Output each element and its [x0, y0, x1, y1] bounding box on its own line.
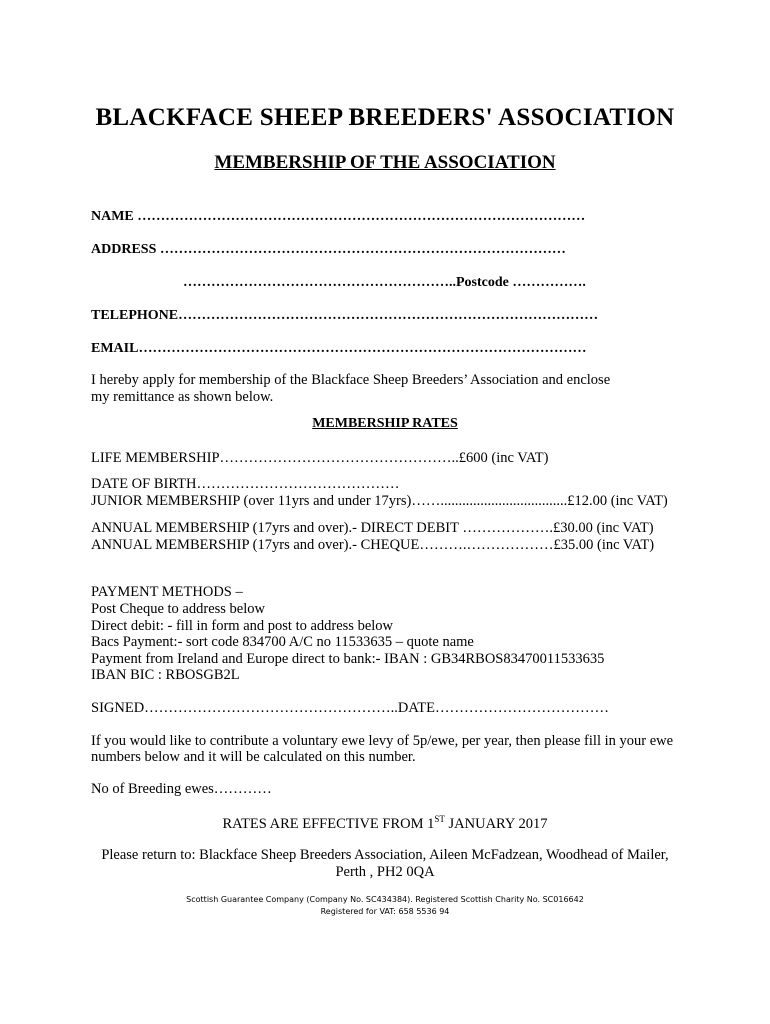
payment-iban-bic: IBAN BIC : RBOSGB2L	[91, 667, 240, 683]
payment-methods-heading: PAYMENT METHODS –	[91, 584, 243, 600]
telephone-field[interactable]: TELEPHONE………………………………………………………………………………	[91, 308, 599, 323]
return-address-cont: Perth , PH2 0QA	[335, 864, 435, 880]
payment-ireland-europe: Payment from Ireland and Europe direct to bank:- IBAN : GB34RBOS83470011533635	[91, 651, 605, 667]
membership-rates-heading: MEMBERSHIP RATES	[312, 416, 458, 431]
page-subtitle: MEMBERSHIP OF THE ASSOCIATION	[214, 152, 556, 173]
payment-bacs: Bacs Payment:- sort code 834700 A/C no 11533635 – quote name	[91, 634, 474, 650]
application-statement-cont: my remittance as shown below.	[91, 389, 274, 405]
vat-registration: Registered for VAT: 658 5536 94	[320, 907, 450, 916]
company-registration: Scottish Guarantee Company (Company No. SC434384). Registered Scottish Charity No. SC016642	[186, 895, 584, 904]
name-field[interactable]: NAME ……………………………………………………………………………………	[91, 209, 586, 224]
page-title: BLACKFACE SHEEP BREEDERS' ASSOCIATION	[95, 104, 675, 131]
date-of-birth-field[interactable]: DATE OF BIRTH……………………………………	[91, 476, 400, 492]
application-statement: I hereby apply for membership of the Blackface Sheep Breeders’ Association and enclose	[91, 372, 611, 388]
address-field[interactable]: ADDRESS ……………………………………………………………………………	[91, 242, 566, 257]
ewe-levy-note-cont: numbers below and it will be calculated on this number.	[91, 749, 416, 765]
payment-direct-debit: Direct debit: - fill in form and post to address below	[91, 618, 394, 634]
junior-membership-rate: JUNIOR MEMBERSHIP (over 11yrs and under 17yrs)……...................................£12.00 (inc VAT)	[91, 493, 668, 509]
signature-date-field[interactable]: SIGNED……………………………………………..DATE………………………………	[91, 700, 609, 716]
return-address: Please return to: Blackface Sheep Breeders Association, Aileen McFadzean, Woodhead of Mailer,	[101, 847, 669, 863]
breeding-ewes-field[interactable]: No of Breeding ewes…………	[91, 781, 272, 797]
email-field[interactable]: EMAIL……………………………………………………………………………………	[91, 341, 587, 356]
annual-direct-debit-rate: ANNUAL MEMBERSHIP (17yrs and over).- DIRECT DEBIT ……………….£30.00 (inc VAT)	[91, 520, 654, 536]
ewe-levy-note: If you would like to contribute a voluntary ewe levy of 5p/ewe, per year, then please fill in your ewe	[91, 733, 674, 749]
life-membership-rate: LIFE MEMBERSHIP…………………………………………..£600 (inc VAT)	[91, 450, 549, 466]
annual-cheque-rate: ANNUAL MEMBERSHIP (17yrs and over).- CHEQUE……….………………£35.00 (inc VAT)	[91, 537, 655, 553]
address-postcode-field[interactable]: …………………………………………………..Postcode …………….	[183, 275, 586, 290]
rates-effective-date: RATES ARE EFFECTIVE FROM 1ST JANUARY 2017	[222, 814, 548, 832]
payment-cheque: Post Cheque to address below	[91, 601, 265, 617]
